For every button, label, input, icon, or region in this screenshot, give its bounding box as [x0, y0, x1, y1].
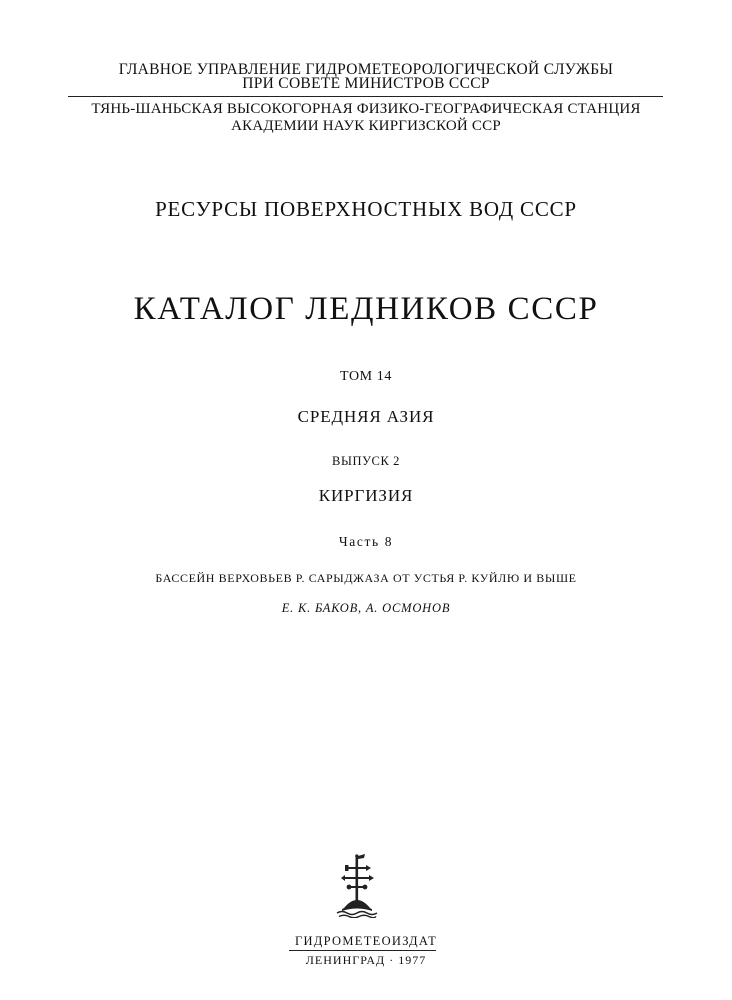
- series-title: РЕСУРСЫ ПОВЕРХНОСТНЫХ ВОД СССР: [155, 197, 577, 221]
- issue-label: ВЫПУСК 2: [332, 454, 400, 468]
- part-label: Часть 8: [338, 534, 394, 549]
- publisher-city-year: ЛЕНИНГРАД · 1977: [305, 953, 427, 967]
- main-title: КАТАЛОГ ЛЕДНИКОВ СССР: [133, 291, 599, 327]
- agency-line-2: ПРИ СОВЕТЕ МИНИСТРОВ СССР: [242, 75, 490, 92]
- volume-label: ТОМ 14: [339, 369, 393, 384]
- basin-label: БАССЕЙН ВЕРХОВЬЕВ Р. САРЫДЖАЗА ОТ УСТЬЯ Р. КУЙЛЮ И ВЫШЕ: [155, 571, 577, 585]
- publisher-divider: [289, 950, 436, 951]
- agency-line-1: ГЛАВНОЕ УПРАВЛЕНИЕ ГИДРОМЕТЕОРОЛОГИЧЕСКОЙ СЛУЖБЫ: [118, 61, 614, 78]
- weather-vane-emblem-icon: [334, 852, 380, 918]
- station-line-1: ТЯНЬ-ШАНЬСКАЯ ВЫСОКОГОРНАЯ ФИЗИКО-ГЕОГРАФИЧЕСКАЯ СТАНЦИЯ: [91, 101, 641, 117]
- authors: Е. К. БАКОВ, А. ОСМОНОВ: [281, 601, 451, 615]
- station-line-2: АКАДЕМИИ НАУК КИРГИЗСКОЙ ССР: [231, 118, 501, 134]
- subregion-label: КИРГИЗИЯ: [318, 486, 414, 505]
- region-label: СРЕДНЯЯ АЗИЯ: [297, 407, 435, 426]
- header-divider: [68, 96, 663, 97]
- publisher-name: ГИДРОМЕТЕОИЗДАТ: [294, 934, 438, 948]
